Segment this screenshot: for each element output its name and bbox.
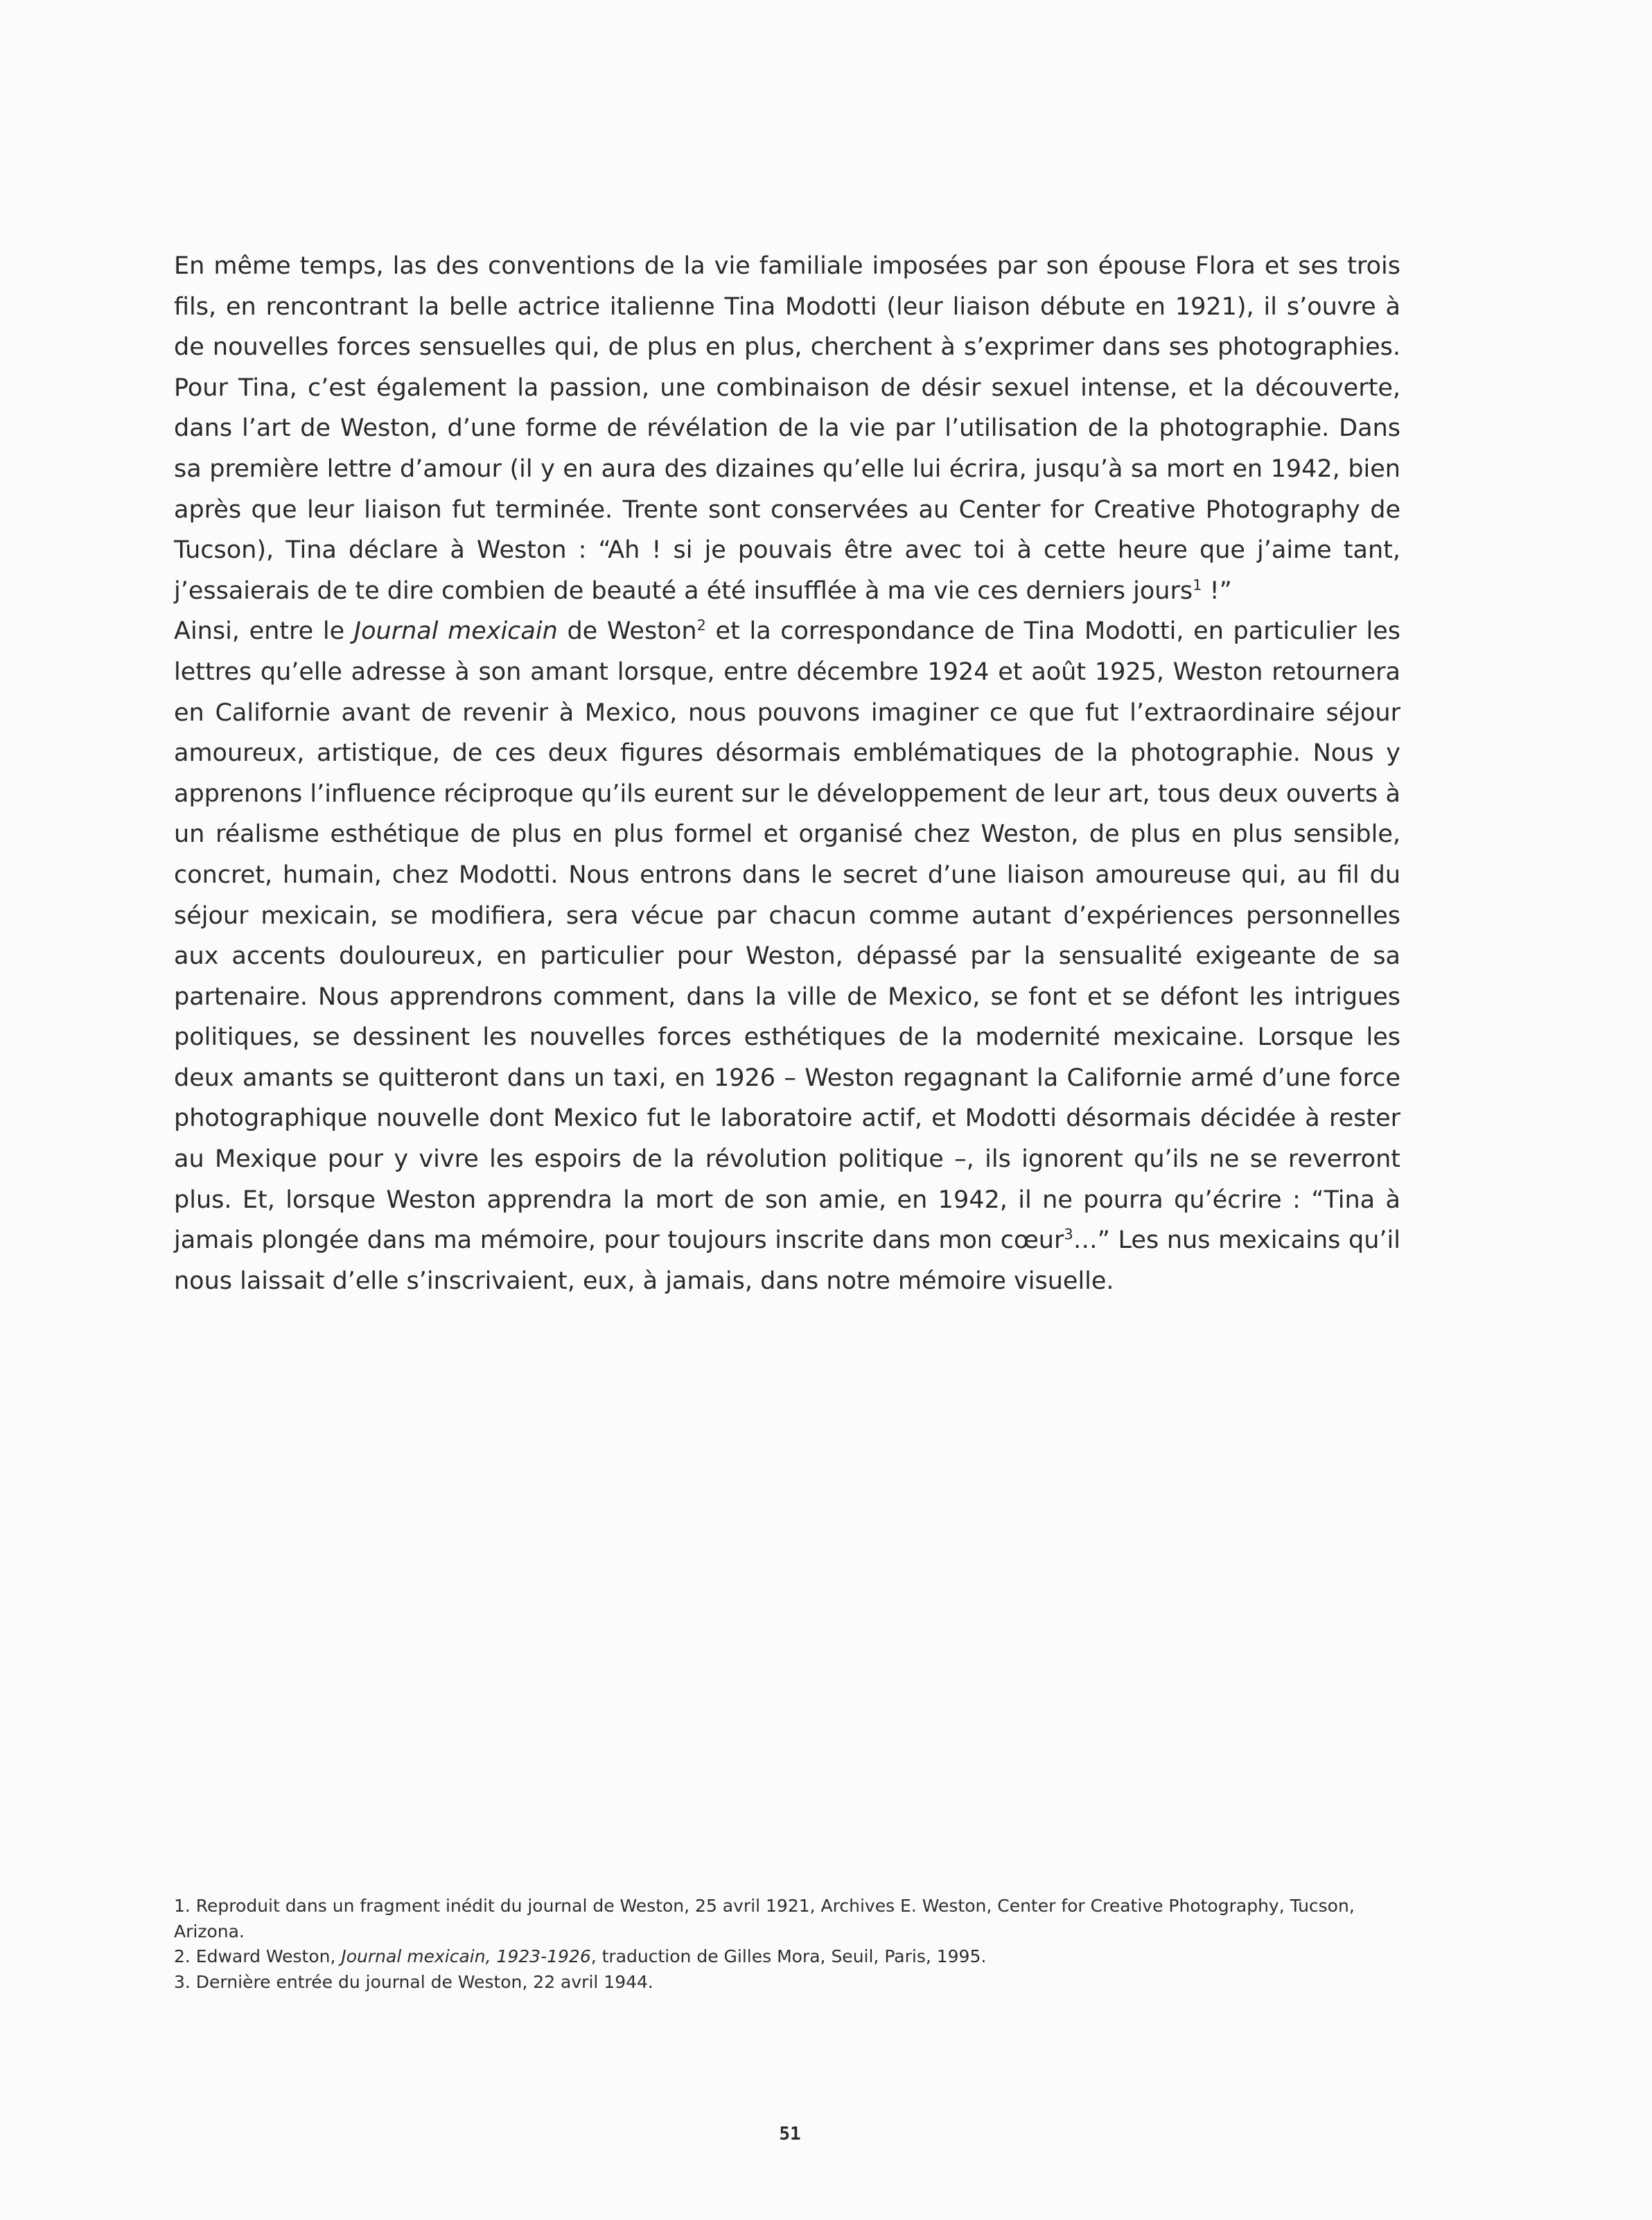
paragraph-1: En même temps, las des conventions de la vie familiale imposées par son épouse Flora et ses trois fils, en rencontrant la belle actrice italienne Tina Modotti (leur liaison débute en 1921), il s’ouvre à de nouvelles forces sensuelles qui, de plus en plus, cherchent à s’exprimer dans ses photographies. Pour Tina, c’est également la passion, une combinaison de désir sexuel intense, et la découverte, dans l’art de Weston, d’une forme de révélation de la vie par l’utilisation de la photographie. Dans sa première lettre d’amour (il y en aura des dizaines qu’elle lui écrira, jusqu’à sa mort en 1942, bien après que leur liaison fut terminée. Trente sont conservées au Center for Creative Photography de Tucson), Tina déclare à Weston : “Ah ! si je pouvais être avec toi à cette heure que j’aime tant, j’essaierais de te dire combien de beauté a été insufflée à ma vie ces derniers jours$^1$ !” <box>174 252 1400 605</box>
footnote-ref-3: 3 <box>1064 1226 1073 1243</box>
book-title: Journal mexicain <box>353 617 558 646</box>
footnote-ref-1: 1 <box>1193 576 1202 594</box>
footnotes <box>174 1894 1407 1995</box>
footnote-ref-2: 2 <box>696 617 706 634</box>
footnote-2: 2. Edward Weston, Journal mexicain, 1923-1926, traduction de Gilles Mora, Seuil, Paris, 1995. <box>174 1946 987 1966</box>
footnote-1: 1. Reproduit dans un fragment inédit du journal de Weston, 25 avril 1921, Archives E. Weston, Center for Creative Photography, Tucson, Arizona. <box>174 1896 1355 1941</box>
page-number: 51 <box>779 2124 801 2144</box>
footnote-3: 3. Dernière entrée du journal de Weston, 22 avril 1944. <box>174 1971 653 1992</box>
body-text <box>174 246 1400 1301</box>
paragraph-2: Ainsi, entre le Journal mexicain de Weston$^2$ et la correspondance de Tina Modotti, en particulier les lettres qu’elle adresse à son amant lorsque, entre décembre 1924 et août 1925, Weston retournera en Californie avant de revenir à Mexico, nous pouvons imaginer ce que fut l’extraordinaire séjour amoureux, artistique, de ces deux figures désormais emblématiques de la photographie. Nous y apprenons l’influence réciproque qu’ils eurent sur le développement de leur art, tous deux ouverts à un réalisme esthétique de plus en plus formel et organisé chez Weston, de plus en plus sensible, concret, humain, chez Modotti. Nous entrons dans le secret d’une liaison amoureuse qui, au fil du séjour mexicain, se modifiera, sera vécue par chacun comme autant d’expériences personnelles aux accents douloureux, en particulier pour Weston, dépassé par la sensualité exigeante de sa partenaire. Nous apprendrons comment, dans la ville de Mexico, se font et se défont les intrigues politiques, se dessinent les nouvelles forces esthétiques de la modernité mexicaine. Lorsque les deux amants se quitteront dans un taxi, en 1926 – Weston regagnant la Californie armé d’une force photographique nouvelle dont Mexico fut le laboratoire actif, et Modotti désormais décidée à rester au Mexique pour y vivre les espoirs de la révolution politique –, ils ignorent qu’ils ne se reverront plus. Et, lorsque Weston apprendra la mort de son amie, en 1942, il ne pourra qu’écrire : “Tina à jamais plongée dans ma mémoire, pour toujours inscrite dans mon cœur$^3$…” Les nus mexicains qu’il nous laissait d’elle s’inscrivaient, eux, à jamais, dans notre mémoire visuelle. <box>174 617 1401 1295</box>
